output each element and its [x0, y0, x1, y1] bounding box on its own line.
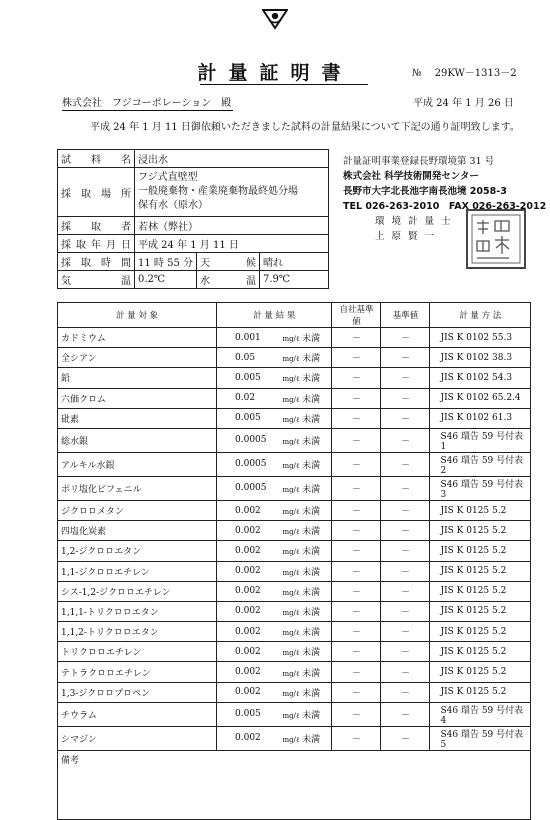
method-cell: JIS K 0102 54.3: [430, 368, 531, 388]
value-cell: [217, 662, 280, 682]
item-cell: 1,3-ジクロロプロペン: [58, 682, 217, 702]
standard-cell: －: [381, 622, 430, 642]
value-number: 0.002: [235, 733, 261, 744]
seal-stamp-icon: [465, 208, 527, 270]
value-qualifier: 未満: [302, 628, 321, 639]
value-number: 0.002: [235, 586, 261, 597]
method-cell: S46 環告 59 号付表 4: [430, 702, 531, 726]
value-qualifier: 未満: [302, 648, 321, 659]
table-row: [58, 368, 531, 388]
unit-cell: [279, 476, 332, 500]
table-row: [58, 682, 531, 702]
value-number: 0.002: [235, 545, 261, 556]
standard-cell: －: [381, 368, 430, 388]
value-cell: [217, 601, 280, 621]
item-cell: トリクロロエチレン: [58, 642, 217, 662]
value-cell: [217, 622, 280, 642]
value-number: 0.005: [235, 372, 261, 383]
issue-date: 平成 24 年 1 月 26 日: [413, 98, 514, 109]
registration-number: 計量証明事業登録長野環境第 31 号: [343, 156, 495, 167]
value-cell: [217, 682, 280, 702]
certifier-name: 上 原 賢 一: [375, 231, 437, 242]
table-row: [58, 726, 531, 750]
unit-cell: [279, 541, 332, 561]
value-unit: mg/ℓ: [282, 375, 300, 384]
value-qualifier: 未満: [302, 587, 321, 598]
unit-cell: [279, 662, 332, 682]
column-header: 計 量 対 象: [58, 303, 217, 328]
method-cell: JIS K 0125 5.2: [430, 521, 531, 541]
unit-cell: [279, 702, 332, 726]
value-qualifier: 未満: [302, 484, 321, 495]
unit-cell: [279, 642, 332, 662]
value-qualifier: 未満: [302, 688, 321, 699]
value-number: 0.02: [235, 393, 256, 404]
value-unit: mg/ℓ: [282, 415, 300, 424]
value-unit: mg/ℓ: [282, 335, 300, 344]
value-qualifier: 未満: [302, 547, 321, 558]
unit-cell: [279, 452, 332, 476]
method-cell: JIS K 0125 5.2: [430, 500, 531, 520]
document-number-value: 29KW－1313－2: [434, 68, 517, 79]
standard-cell: －: [381, 726, 430, 750]
value-number: 0.002: [235, 667, 261, 678]
value-number: 0.0005: [235, 483, 267, 494]
item-cell: ジクロロメタン: [58, 500, 217, 520]
results-body: [58, 328, 531, 751]
unit-cell: [279, 388, 332, 408]
standard-cell: －: [381, 328, 430, 348]
unit-cell: [279, 428, 332, 452]
table-row: [58, 328, 531, 348]
standard-cell: －: [381, 408, 430, 428]
time-label: 採 取 時 間: [58, 253, 135, 271]
method-cell: JIS K 0125 5.2: [430, 622, 531, 642]
value-unit: mg/ℓ: [282, 568, 300, 577]
value-number: 0.002: [235, 687, 261, 698]
location-row: [58, 168, 329, 217]
standard-cell: －: [381, 452, 430, 476]
method-cell: JIS K 0125 5.2: [430, 662, 531, 682]
value-qualifier: 未満: [302, 567, 321, 578]
value-cell: [217, 348, 280, 368]
value-number: 0.0005: [235, 459, 267, 470]
value-unit: mg/ℓ: [282, 508, 300, 517]
company-contact: TEL 026-263-2010 FAX 026-263-2012: [343, 201, 547, 212]
unit-cell: [279, 601, 332, 621]
location-value: [135, 168, 329, 217]
unit-cell: [279, 521, 332, 541]
value-qualifier: 未満: [302, 460, 321, 471]
value-qualifier: 未満: [302, 607, 321, 618]
standard-cell: －: [381, 388, 430, 408]
item-cell: 四塩化炭素: [58, 521, 217, 541]
item-cell: シス-1,2-ジクロロエチレン: [58, 581, 217, 601]
sample-name-value: 浸出水: [135, 150, 329, 168]
method-cell: S46 環告 59 号付表 5: [430, 726, 531, 750]
column-header: 基準値: [381, 303, 430, 328]
value-number: 0.002: [235, 626, 261, 637]
method-cell: JIS K 0125 5.2: [430, 601, 531, 621]
company-name: 株式会社 科学技術開発センター: [343, 171, 479, 182]
method-cell: JIS K 0102 65.2.4: [430, 388, 531, 408]
own-standard-cell: －: [332, 348, 381, 368]
table-row: [58, 428, 531, 452]
unit-cell: [279, 408, 332, 428]
table-row: [58, 408, 531, 428]
value-unit: mg/ℓ: [282, 649, 300, 658]
collector-label: 採 取 者: [58, 217, 135, 235]
page-title: 計量証明書: [197, 62, 353, 84]
item-cell: 1,2-ジクロロエタン: [58, 541, 217, 561]
company-address: 長野市大字北長池字南長池境 2058-3: [343, 186, 507, 197]
standard-cell: －: [381, 521, 430, 541]
value-cell: [217, 388, 280, 408]
own-standard-cell: －: [332, 642, 381, 662]
location-line: 保有水（原水）: [138, 200, 208, 211]
item-cell: テトラクロロエチレン: [58, 662, 217, 682]
unit-cell: [279, 682, 332, 702]
item-cell: 総水銀: [58, 428, 217, 452]
unit-cell: [279, 500, 332, 520]
value-unit: mg/ℓ: [282, 461, 300, 470]
value-number: 0.005: [235, 413, 261, 424]
collector-row: [58, 217, 329, 235]
value-cell: [217, 408, 280, 428]
results-header-row: [58, 303, 531, 328]
time-row: [58, 253, 329, 271]
own-standard-cell: －: [332, 726, 381, 750]
standard-cell: －: [381, 581, 430, 601]
method-cell: JIS K 0125 5.2: [430, 561, 531, 581]
sample-name-label: 試 料 名: [58, 150, 135, 168]
unit-cell: [279, 348, 332, 368]
own-standard-cell: －: [332, 622, 381, 642]
table-row: [58, 561, 531, 581]
own-standard-cell: －: [332, 452, 381, 476]
document-number: [412, 64, 517, 79]
own-standard-cell: －: [332, 500, 381, 520]
date-label: 採 取 年 月 日: [58, 235, 135, 253]
method-cell: JIS K 0102 38.3: [430, 348, 531, 368]
measurement-mark-icon: [262, 8, 288, 30]
table-row: [58, 452, 531, 476]
own-standard-cell: －: [332, 388, 381, 408]
value-cell: [217, 561, 280, 581]
water-temp-value: 7.9℃: [260, 271, 329, 289]
location-label: 採 取 場 所: [58, 168, 135, 217]
table-row: [58, 541, 531, 561]
location-line: 一般廃棄物・産業廃棄物最終処分場: [138, 186, 298, 197]
own-standard-cell: －: [332, 541, 381, 561]
location-line: フジ式直壁型: [138, 172, 198, 183]
column-header: 計 量 結 果: [217, 303, 332, 328]
value-number: 0.002: [235, 525, 261, 536]
table-row: [58, 388, 531, 408]
own-standard-cell: －: [332, 662, 381, 682]
collector-value: 若林（弊社）: [135, 217, 329, 235]
value-qualifier: 未満: [302, 734, 321, 745]
own-standard-cell: －: [332, 601, 381, 621]
results-table: [57, 302, 531, 820]
method-cell: JIS K 0125 5.2: [430, 541, 531, 561]
standard-cell: －: [381, 642, 430, 662]
value-unit: mg/ℓ: [282, 711, 300, 720]
own-standard-cell: －: [332, 521, 381, 541]
value-unit: mg/ℓ: [282, 629, 300, 638]
table-row: [58, 702, 531, 726]
standard-cell: －: [381, 682, 430, 702]
weather-value: 晴れ: [260, 253, 329, 271]
value-qualifier: 未満: [302, 394, 321, 405]
value-number: 0.002: [235, 606, 261, 617]
own-standard-cell: －: [332, 328, 381, 348]
temperature-row: [58, 271, 329, 289]
table-row: [58, 521, 531, 541]
item-cell: 鉛: [58, 368, 217, 388]
value-unit: mg/ℓ: [282, 608, 300, 617]
item-cell: チウラム: [58, 702, 217, 726]
item-cell: シマジン: [58, 726, 217, 750]
value-cell: [217, 328, 280, 348]
value-qualifier: 未満: [302, 354, 321, 365]
item-cell: アルキル水銀: [58, 452, 217, 476]
item-cell: 1,1-ジクロロエチレン: [58, 561, 217, 581]
value-qualifier: 未満: [302, 334, 321, 345]
item-cell: 六価クロム: [58, 388, 217, 408]
value-unit: mg/ℓ: [282, 735, 300, 744]
value-cell: [217, 368, 280, 388]
value-cell: [217, 702, 280, 726]
value-unit: mg/ℓ: [282, 588, 300, 597]
standard-cell: －: [381, 428, 430, 452]
value-cell: [217, 428, 280, 452]
certifier-role: 環 境 計 量 士: [375, 216, 453, 227]
weather-label: 天 候: [197, 253, 260, 271]
standard-cell: －: [381, 476, 430, 500]
own-standard-cell: －: [332, 476, 381, 500]
value-unit: mg/ℓ: [282, 669, 300, 678]
value-number: 0.05: [235, 352, 256, 363]
table-row: [58, 500, 531, 520]
standard-cell: －: [381, 348, 430, 368]
unit-cell: [279, 581, 332, 601]
own-standard-cell: －: [332, 561, 381, 581]
value-qualifier: 未満: [302, 527, 321, 538]
value-number: 0.002: [235, 505, 261, 516]
item-cell: 1,1,2-トリクロロエタン: [58, 622, 217, 642]
air-temp-label: 気 温: [58, 271, 135, 289]
own-standard-cell: －: [332, 682, 381, 702]
table-row: [58, 642, 531, 662]
own-standard-cell: －: [332, 428, 381, 452]
method-cell: JIS K 0125 5.2: [430, 642, 531, 662]
table-row: [58, 662, 531, 682]
document-number-label: №: [412, 68, 422, 79]
value-unit: mg/ℓ: [282, 485, 300, 494]
value-cell: [217, 521, 280, 541]
own-standard-cell: －: [332, 368, 381, 388]
table-row: [58, 601, 531, 621]
value-unit: mg/ℓ: [282, 355, 300, 364]
date-row: [58, 235, 329, 253]
sample-info-table: [57, 149, 329, 289]
date-value: 平成 24 年 1 月 11 日: [135, 235, 329, 253]
method-cell: S46 環告 59 号付表 2: [430, 452, 531, 476]
standard-cell: －: [381, 601, 430, 621]
method-cell: JIS K 0125 5.2: [430, 581, 531, 601]
value-cell: [217, 500, 280, 520]
notes-label: 備考: [58, 750, 531, 819]
item-cell: ポリ塩化ビフェニル: [58, 476, 217, 500]
method-cell: JIS K 0102 55.3: [430, 328, 531, 348]
item-cell: 全シアン: [58, 348, 217, 368]
recipient: 株式会社 フジコーポレーション 殿: [62, 94, 233, 111]
standard-cell: －: [381, 500, 430, 520]
value-qualifier: 未満: [302, 414, 321, 425]
water-temp-label: 水 温: [197, 271, 260, 289]
column-header: 計 量 方 法: [430, 303, 531, 328]
unit-cell: [279, 368, 332, 388]
notes-row: [58, 750, 531, 819]
value-qualifier: 未満: [302, 507, 321, 518]
certification-statement: 平成 24 年 1 月 11 日御依頼いただきました試料の計量結果について下記の通り証明致します。: [90, 122, 520, 133]
value-qualifier: 未満: [302, 710, 321, 721]
title-underline: [200, 84, 368, 85]
unit-cell: [279, 328, 332, 348]
standard-cell: －: [381, 541, 430, 561]
value-qualifier: 未満: [302, 436, 321, 447]
value-number: 0.002: [235, 566, 261, 577]
value-unit: mg/ℓ: [282, 548, 300, 557]
value-unit: mg/ℓ: [282, 437, 300, 446]
own-standard-cell: －: [332, 702, 381, 726]
unit-cell: [279, 726, 332, 750]
value-cell: [217, 726, 280, 750]
unit-cell: [279, 561, 332, 581]
value-cell: [217, 452, 280, 476]
time-value: 11 時 55 分: [135, 253, 197, 271]
method-cell: S46 環告 59 号付表 3: [430, 476, 531, 500]
value-cell: [217, 476, 280, 500]
standard-cell: －: [381, 561, 430, 581]
item-cell: 1,1,1-トリクロロエタン: [58, 601, 217, 621]
standard-cell: －: [381, 702, 430, 726]
air-temp-value: 0.2℃: [135, 271, 197, 289]
value-qualifier: 未満: [302, 374, 321, 385]
value-number: 0.005: [235, 709, 261, 720]
table-row: [58, 622, 531, 642]
table-row: [58, 348, 531, 368]
value-cell: [217, 541, 280, 561]
item-cell: 砒素: [58, 408, 217, 428]
value-unit: mg/ℓ: [282, 395, 300, 404]
unit-cell: [279, 622, 332, 642]
item-cell: カドミウム: [58, 328, 217, 348]
standard-cell: －: [381, 662, 430, 682]
column-header: 自社基準値: [332, 303, 381, 328]
value-number: 0.001: [235, 332, 261, 343]
value-number: 0.0005: [235, 435, 267, 446]
table-row: [58, 476, 531, 500]
own-standard-cell: －: [332, 581, 381, 601]
method-cell: JIS K 0125 5.2: [430, 682, 531, 702]
method-cell: JIS K 0102 61.3: [430, 408, 531, 428]
value-cell: [217, 581, 280, 601]
value-unit: mg/ℓ: [282, 689, 300, 698]
table-row: [58, 581, 531, 601]
method-cell: S46 環告 59 号付表 1: [430, 428, 531, 452]
value-unit: mg/ℓ: [282, 528, 300, 537]
sample-name-row: [58, 150, 329, 168]
value-number: 0.002: [235, 646, 261, 657]
value-cell: [217, 642, 280, 662]
value-qualifier: 未満: [302, 668, 321, 679]
own-standard-cell: －: [332, 408, 381, 428]
